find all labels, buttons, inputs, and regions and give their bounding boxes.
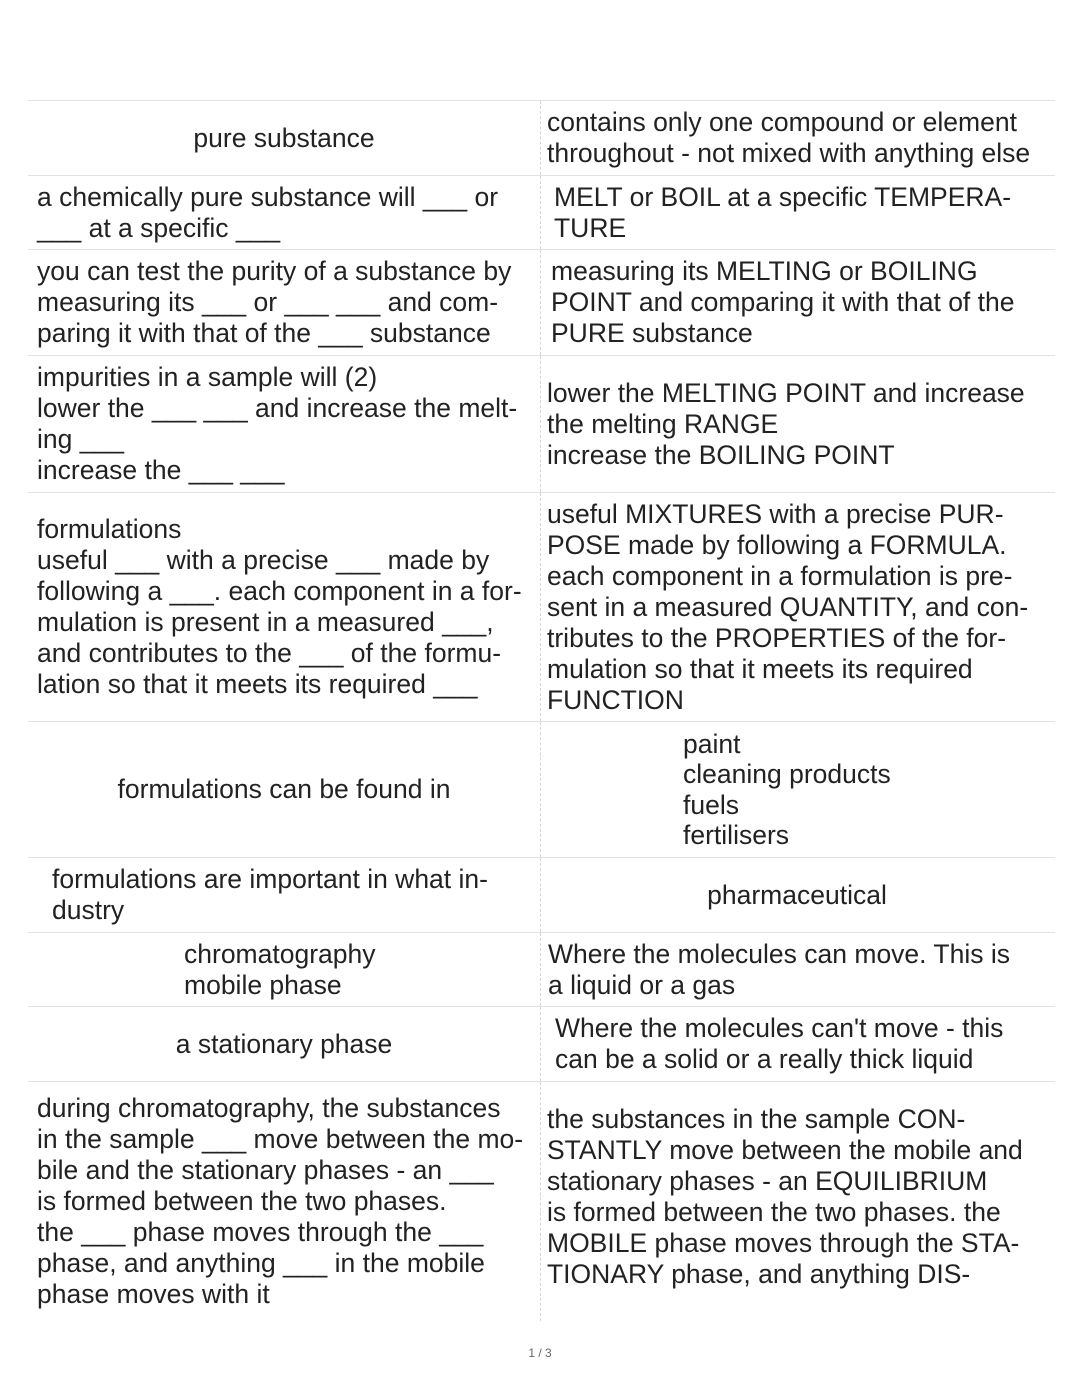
question-line: ing ___ bbox=[37, 424, 124, 454]
answer-line: increase the BOILING POINT bbox=[547, 439, 895, 470]
page-indicator: 1 / 3 bbox=[528, 1346, 552, 1360]
question-line: you can test the purity of a substance by bbox=[37, 256, 512, 286]
card-answer bbox=[540, 1082, 1055, 1321]
answer-line: cleaning products bbox=[683, 759, 891, 789]
answer-line: useful MIXTURES with a precise PUR- bbox=[547, 498, 1004, 529]
question-line: formulations bbox=[37, 514, 182, 544]
card-question bbox=[28, 101, 540, 175]
card-answer bbox=[540, 933, 1055, 1006]
question-line: is formed between the two phases. bbox=[37, 1186, 447, 1216]
answer-line: mulation so that it meets its required bbox=[547, 653, 973, 684]
question-line: the ___ phase moves through the ___ bbox=[37, 1217, 484, 1247]
flashcard bbox=[28, 857, 1055, 932]
answer-line: tributes to the PROPERTIES of the for- bbox=[547, 622, 1007, 653]
question-line: formulations can be found in bbox=[117, 774, 451, 804]
card-question bbox=[28, 356, 540, 492]
question-line: in the sample ___ move between the mo- bbox=[37, 1124, 524, 1154]
answer-line: TIONARY phase, and anything DIS- bbox=[547, 1259, 971, 1289]
question-line: mulation is present in a measured ___, bbox=[37, 607, 494, 637]
answer-line: paint bbox=[683, 728, 741, 759]
answer-line: pharmaceutical bbox=[707, 879, 887, 910]
card-answer bbox=[540, 250, 1055, 355]
question-line: dustry bbox=[52, 895, 125, 925]
flashcard-sheet bbox=[28, 100, 1055, 1321]
card-question bbox=[28, 1082, 540, 1321]
answer-line: sent in a measured QUANTITY, and con- bbox=[547, 591, 1029, 622]
question-line: useful ___ with a precise ___ made by bbox=[37, 545, 490, 575]
card-answer bbox=[540, 176, 1055, 249]
question-line: lower the ___ ___ and increase the melt- bbox=[37, 393, 518, 423]
question-line: and contributes to the ___ of the formu- bbox=[37, 638, 502, 668]
card-answer bbox=[540, 1007, 1055, 1081]
card-question bbox=[28, 250, 540, 355]
answer-line: fertilisers bbox=[683, 820, 790, 850]
flashcard bbox=[28, 249, 1055, 355]
question-line: bile and the stationary phases - an ___ bbox=[37, 1155, 494, 1185]
question-line: chromatography bbox=[184, 938, 376, 969]
answer-line: the substances in the sample CON- bbox=[547, 1104, 966, 1134]
answer-line: PURE substance bbox=[551, 318, 753, 348]
question-line: phase, and anything ___ in the mobile bbox=[37, 1248, 485, 1278]
card-answer bbox=[540, 858, 1055, 932]
answer-line: each component in a formulation is pre- bbox=[547, 560, 1013, 591]
card-question bbox=[28, 1007, 540, 1081]
question-line: a stationary phase bbox=[175, 1028, 393, 1059]
answer-line: can be a solid or a really thick liquid bbox=[555, 1044, 974, 1074]
flashcard bbox=[28, 932, 1055, 1006]
question-line: formulations are important in what in- bbox=[52, 864, 488, 894]
answer-line: POSE made by following a FORMULA. bbox=[547, 529, 1007, 560]
card-answer bbox=[540, 356, 1055, 492]
answer-line: lower the MELTING POINT and increase bbox=[547, 377, 1025, 408]
answer-line: STANTLY move between the mobile and bbox=[547, 1135, 1023, 1165]
answer-line: contains only one compound or element bbox=[547, 107, 1017, 137]
answer-line: the melting RANGE bbox=[547, 408, 779, 439]
card-answer bbox=[540, 722, 1055, 857]
answer-line: Where the molecules can move. This is bbox=[548, 938, 1010, 969]
question-line: pure substance bbox=[193, 122, 375, 153]
card-question bbox=[28, 933, 540, 1006]
answer-line: is formed between the two phases. the bbox=[547, 1197, 1001, 1227]
question-line: ___ at a specific ___ bbox=[37, 212, 281, 243]
question-line: mobile phase bbox=[184, 969, 342, 1000]
question-line: a chemically pure substance will ___ or bbox=[37, 181, 499, 212]
card-question bbox=[28, 858, 540, 932]
answer-line: FUNCTION bbox=[547, 684, 684, 715]
question-line: following a ___. each component in a for- bbox=[37, 576, 522, 606]
answer-line: fuels bbox=[683, 789, 739, 820]
answer-line: stationary phases - an EQUILIBRIUM bbox=[547, 1166, 988, 1196]
card-answer bbox=[540, 101, 1055, 175]
flashcard bbox=[28, 721, 1055, 857]
answer-line: MOBILE phase moves through the STA- bbox=[547, 1228, 1020, 1258]
flashcard bbox=[28, 100, 1055, 175]
answer-line: Where the molecules can't move - this bbox=[555, 1013, 1004, 1043]
flashcard bbox=[28, 1006, 1055, 1081]
answer-line: MELT or BOIL at a specific TEMPERA- bbox=[554, 181, 1012, 212]
answer-line: TURE bbox=[554, 212, 627, 243]
question-line: impurities in a sample will (2) bbox=[37, 362, 378, 392]
answer-line: throughout - not mixed with anything else bbox=[547, 138, 1031, 168]
card-question bbox=[28, 176, 540, 249]
question-line: measuring its ___ or ___ ___ and com- bbox=[37, 287, 499, 317]
card-question bbox=[28, 493, 540, 721]
question-line: during chromatography, the substances bbox=[37, 1093, 501, 1123]
question-line: lation so that it meets its required ___ bbox=[37, 669, 478, 699]
answer-line: POINT and comparing it with that of the bbox=[551, 287, 1015, 317]
question-line: increase the ___ ___ bbox=[37, 455, 285, 485]
card-answer bbox=[540, 493, 1055, 721]
answer-line: measuring its MELTING or BOILING bbox=[551, 256, 978, 286]
answer-line: a liquid or a gas bbox=[548, 969, 736, 1000]
question-line: phase moves with it bbox=[37, 1279, 270, 1309]
card-question bbox=[28, 722, 540, 857]
flashcard bbox=[28, 175, 1055, 249]
flashcard bbox=[28, 355, 1055, 492]
flashcard bbox=[28, 492, 1055, 721]
flashcard bbox=[28, 1081, 1055, 1321]
question-line: paring it with that of the ___ substance bbox=[37, 318, 491, 348]
